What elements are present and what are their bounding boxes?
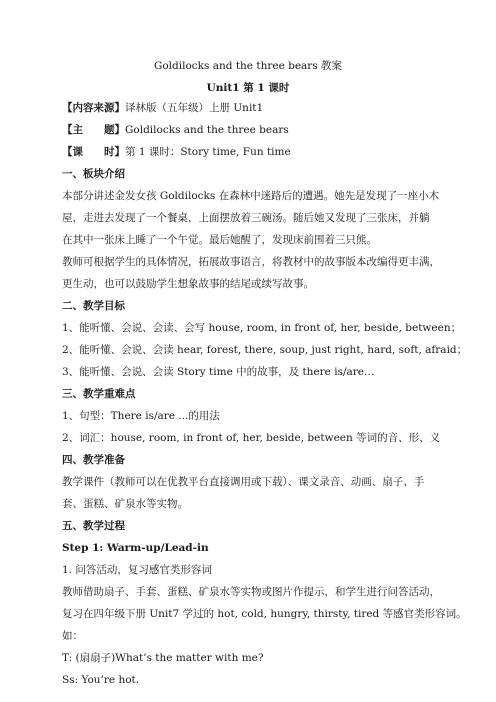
meta-source xyxy=(62,101,263,115)
lesson-title: Unit1 第 1 课时 xyxy=(206,82,290,94)
paragraph-line: 在其中一张床上睡了一个午觉。最后她醒了，发现床前围着三只熊。 xyxy=(62,234,377,246)
paragraph-line: 套、蛋糕、矿泉水等实物。 xyxy=(62,498,188,510)
list-item: 1、能听懂、会说、会读、会写 house, room, in front of, her, beside, between； xyxy=(62,322,462,334)
paragraph-line: 屋，走进去发现了一个餐桌，上面摆放着三碗汤。随后她又发现了三张床，并躺 xyxy=(62,212,430,224)
paragraph-line: 更生动，也可以鼓励学生想象故事的结尾或续写故事。 xyxy=(62,278,314,290)
meta-key: 【课 时】 xyxy=(62,146,125,158)
paragraph-line: 教师借助扇子、手套、蛋糕、矿泉水等实物或图片作提示，和学生进行问答活动， xyxy=(62,586,440,598)
dialogue-line: Ss: You’re hot. xyxy=(62,674,140,686)
meta-value: Goldilocks and the three bears xyxy=(125,124,289,136)
meta-topic xyxy=(62,123,289,137)
meta-value: 译林版（五年级）上册 Unit1 xyxy=(125,102,264,114)
section-heading: 三、教学重难点 xyxy=(62,388,136,400)
meta-value: 第 1 课时：Story time, Fun time xyxy=(125,146,291,158)
paragraph-line: 如： xyxy=(62,630,83,642)
document-title: Goldilocks and the three bears 教案 xyxy=(153,60,343,72)
step-heading: Step 1: Warm-up/Lead-in xyxy=(62,542,209,554)
paragraph-line: 教师可根据学生的具体情况，拓展故事语言，将教材中的故事版本改编得更丰满， xyxy=(62,256,440,268)
meta-key: 【主 题】 xyxy=(62,124,125,136)
meta-key: 【内容来源】 xyxy=(62,102,125,114)
meta-period xyxy=(62,145,291,159)
paragraph-line: 教学课件（教师可以在优教平台直接调用或下载）、课文录音、动画、扇子、手 xyxy=(62,476,425,488)
list-item: 2、能听懂、会说、会读 hear, forest, there, soup, just right, hard, soft, afraid； xyxy=(62,344,468,356)
paragraph-line: 复习在四年级下册 Unit7 学过的 hot, cold, hungry, thirsty, tired 等感官类形容词。 xyxy=(62,608,467,620)
section-heading: 二、教学目标 xyxy=(62,300,125,312)
list-item: 2、词汇：house, room, in front of, her, beside, between 等词的音、形、义 xyxy=(62,432,441,444)
list-item: 3、能听懂、会说、会读 Story time 中的故事，及 there is/are… xyxy=(62,366,375,378)
paragraph-line: 本部分讲述金发女孩 Goldilocks 在森林中迷路后的遭遇。她先是发现了一座小木 xyxy=(62,190,440,202)
section-heading: 五、教学过程 xyxy=(62,520,125,532)
section-heading: 四、教学准备 xyxy=(62,454,125,466)
dialogue-line: T: (扇扇子)What’s the matter with me? xyxy=(62,652,264,664)
section-heading: 一、板块介绍 xyxy=(62,168,125,180)
list-item: 1、句型：There is/are ...的用法 xyxy=(62,410,220,422)
paragraph-line: 1. 问答活动，复习感官类形容词 xyxy=(62,564,212,576)
